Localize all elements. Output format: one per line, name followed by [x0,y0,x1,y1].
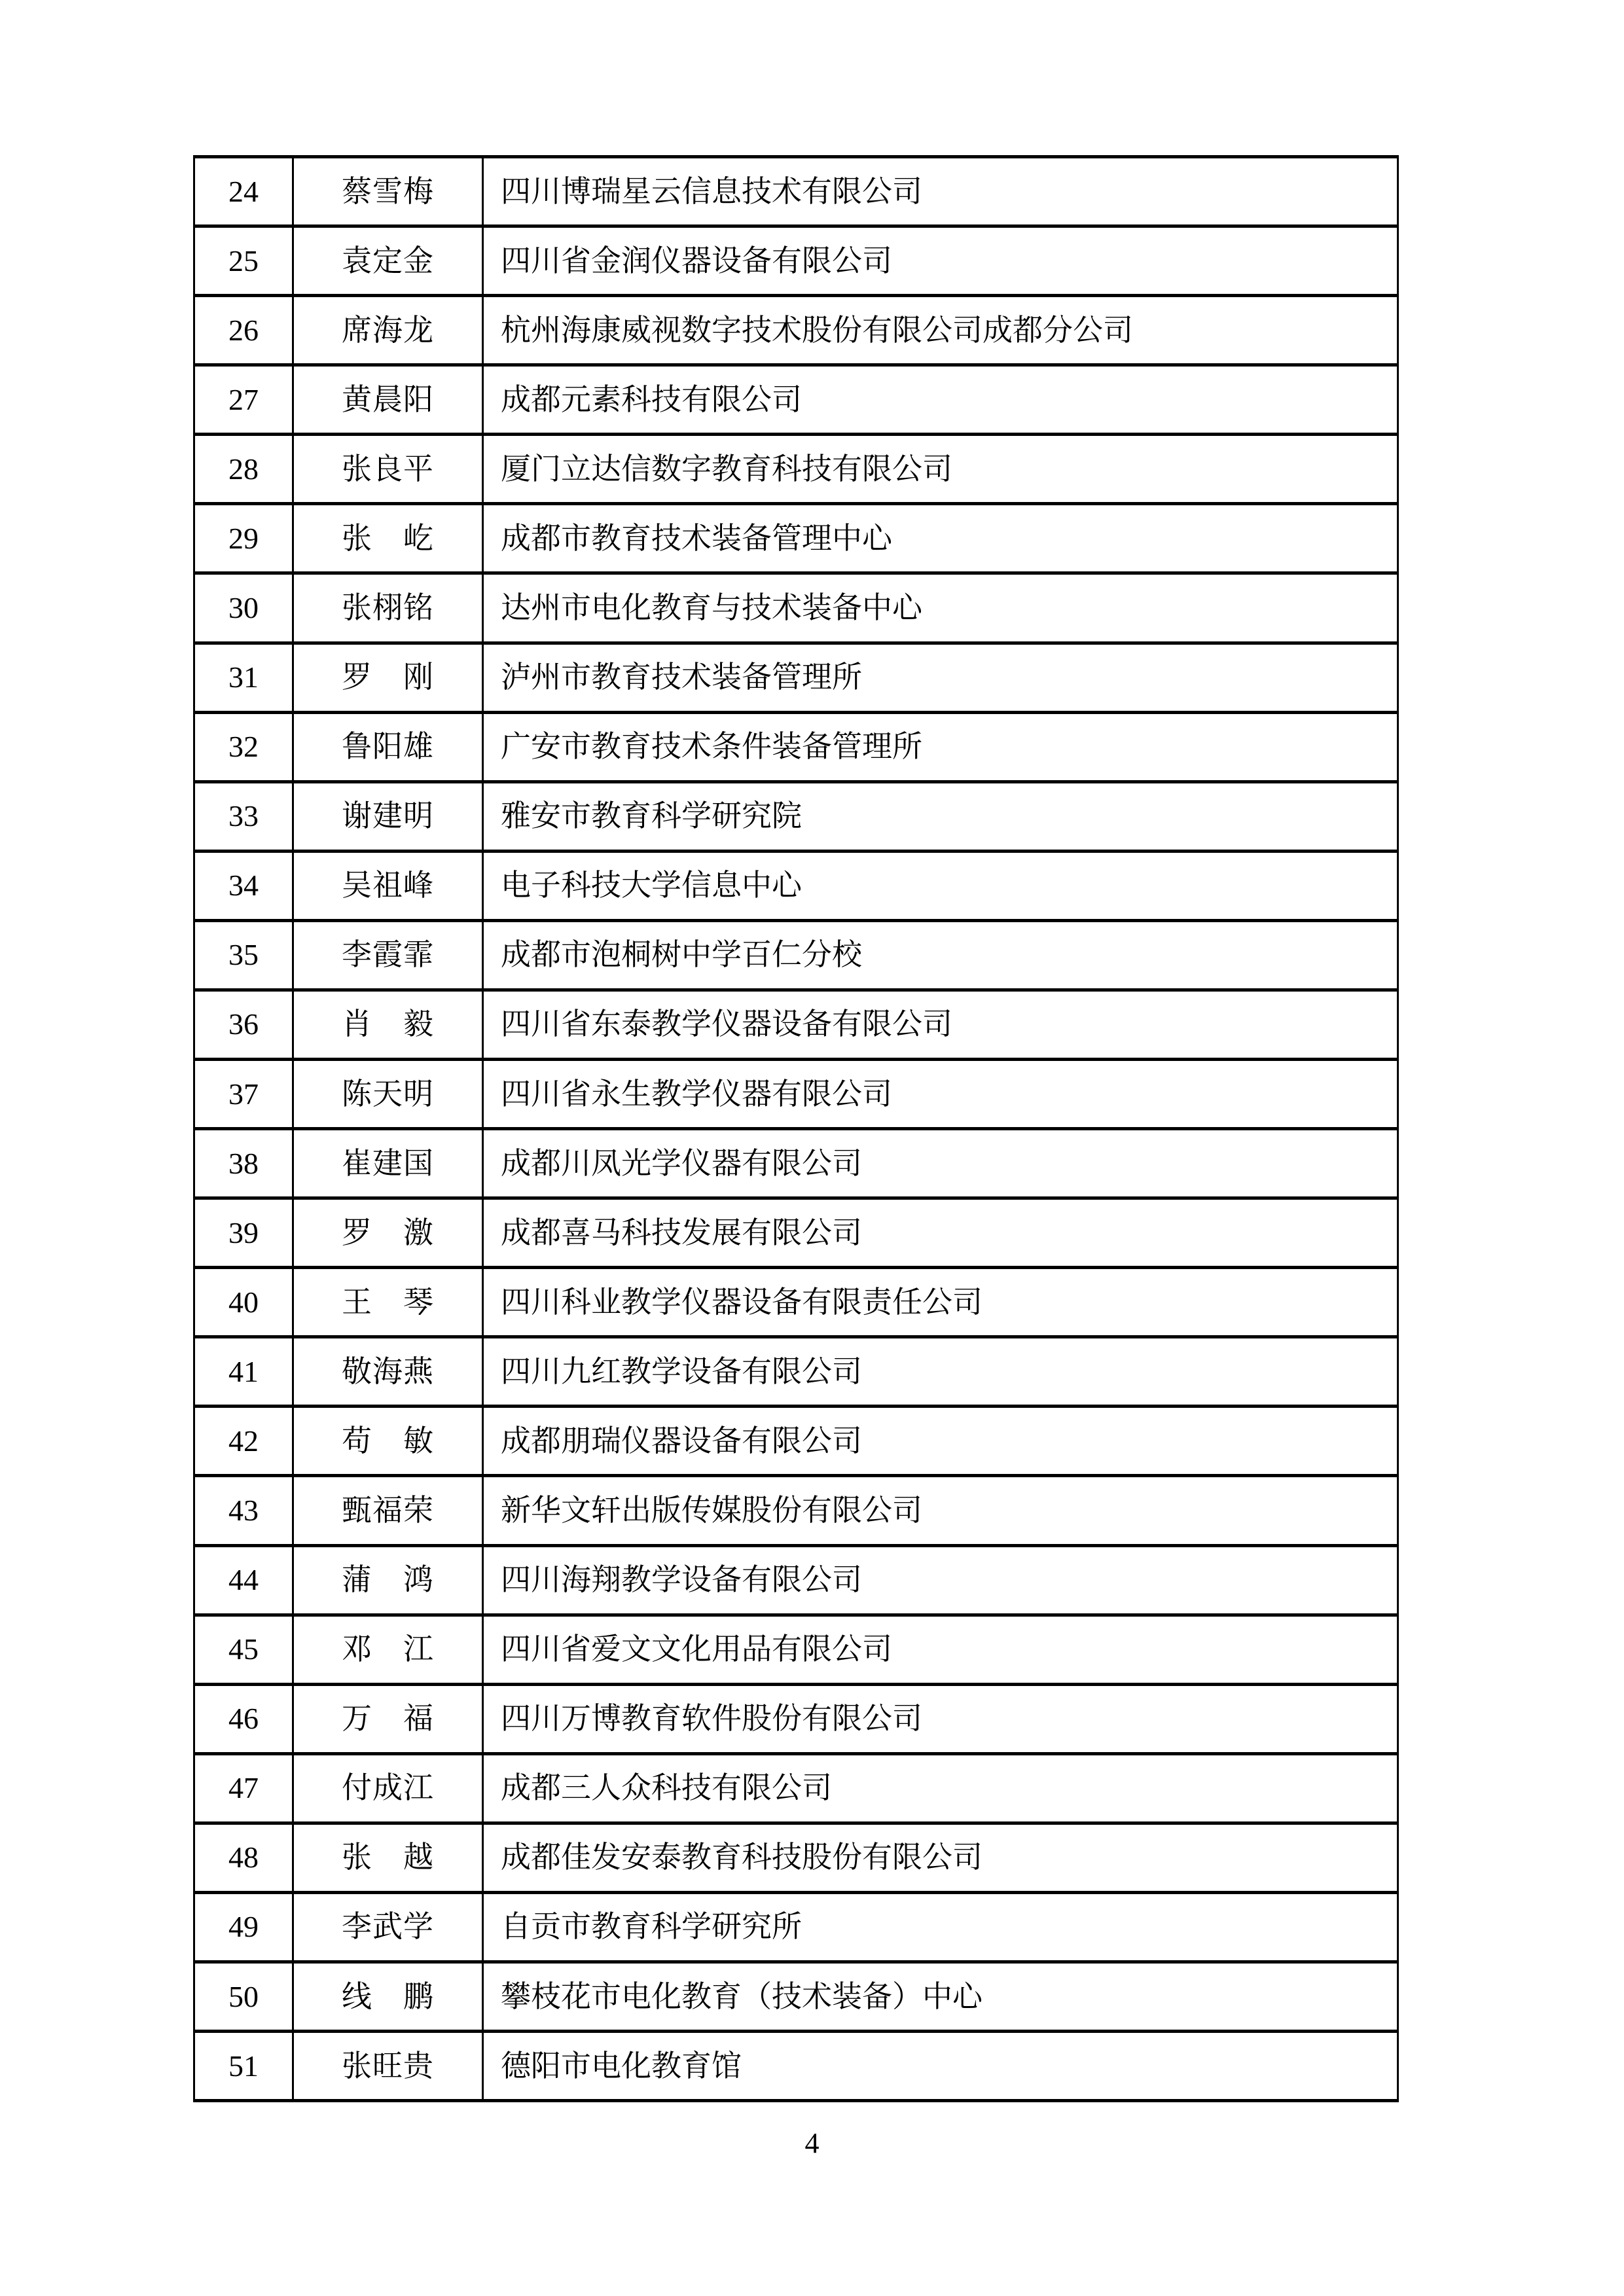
table-row [195,2033,1397,2099]
cell-name: 张良平 [294,436,484,502]
cell-organization: 达州市电化教育与技术装备中心 [501,591,922,624]
cell-number: 37 [195,1061,294,1127]
cell-organization: 四川省爱文文化用品有限公司 [501,1632,892,1666]
cell-name: 吴祖峰 [294,853,484,919]
cell-name: 万 福 [294,1686,484,1752]
cell-name: 线 鹏 [294,1964,484,2030]
cell-organization: 广安市教育技术条件装备管理所 [501,730,922,764]
cell-organization: 新华文轩出版传媒股份有限公司 [501,1494,922,1528]
cell-name: 甄福荣 [294,1477,484,1543]
cell-number: 32 [195,714,294,780]
cell-organization: 四川省东泰教学仪器设备有限公司 [501,1007,952,1041]
cell-name: 李霞霏 [294,922,484,988]
cell-name: 李武学 [294,1894,484,1960]
table-row [195,1755,1397,1825]
cell-organization: 四川九红教学设备有限公司 [501,1354,862,1388]
cell-number: 34 [195,853,294,919]
cell-name: 张旺贵 [294,2033,484,2099]
cell-name: 鲁阳雄 [294,714,484,780]
cell-organization: 成都元素科技有限公司 [501,382,802,416]
cell-organization: 自贡市教育科学研究所 [501,1910,802,1944]
table-row [195,1547,1397,1617]
cell-organization: 四川万博教育软件股份有限公司 [501,1702,922,1736]
table-row [195,1269,1397,1338]
cell-name: 邓 江 [294,1617,484,1683]
cell-name: 王 琴 [294,1269,484,1335]
cell-number: 45 [195,1617,294,1683]
cell-number: 29 [195,505,294,571]
cell-number: 44 [195,1547,294,1613]
cell-number: 48 [195,1825,294,1891]
cell-number: 40 [195,1269,294,1335]
cell-name: 罗 刚 [294,645,484,711]
cell-organization: 成都市泡桐树中学百仁分校 [501,938,862,972]
cell-number: 30 [195,575,294,641]
table-row [195,1686,1397,1755]
table-row [195,853,1397,922]
cell-number: 27 [195,367,294,433]
cell-organization: 杭州海康威视数字技术股份有限公司成都分公司 [501,313,1133,347]
cell-name: 席海龙 [294,297,484,363]
cell-name: 罗 激 [294,1200,484,1266]
table-row [195,1200,1397,1269]
cell-name: 敬海燕 [294,1338,484,1405]
cell-number: 28 [195,436,294,502]
table-row [195,714,1397,783]
cell-organization: 泸州市教育技术装备管理所 [501,660,862,694]
cell-organization: 四川科业教学仪器设备有限责任公司 [501,1285,983,1319]
cell-number: 38 [195,1130,294,1196]
cell-name: 蒲 鸿 [294,1547,484,1613]
cell-number: 46 [195,1686,294,1752]
table-row [195,436,1397,505]
cell-name: 张 屹 [294,505,484,571]
table-row [195,1408,1397,1477]
table-row [195,645,1397,714]
cell-number: 25 [195,228,294,294]
table-row [195,1825,1397,1894]
cell-name: 谢建明 [294,783,484,850]
cell-name: 崔建国 [294,1130,484,1196]
cell-number: 33 [195,783,294,850]
cell-number: 36 [195,992,294,1058]
cell-organization: 四川省金润仪器设备有限公司 [501,243,892,278]
cell-name: 肖 毅 [294,992,484,1058]
cell-number: 41 [195,1338,294,1405]
cell-organization: 四川博瑞星云信息技术有限公司 [501,174,922,208]
cell-name: 张 越 [294,1825,484,1891]
cell-number: 43 [195,1477,294,1543]
cell-organization: 成都佳发安泰教育科技股份有限公司 [501,1840,983,1874]
cell-name: 付成江 [294,1755,484,1821]
cell-number: 47 [195,1755,294,1821]
table-row [195,1894,1397,1964]
cell-number: 50 [195,1964,294,2030]
table-row [195,1964,1397,2033]
table-row [195,505,1397,575]
cell-organization: 成都川凤光学仪器有限公司 [501,1146,862,1180]
cell-number: 51 [195,2033,294,2099]
cell-number: 49 [195,1894,294,1960]
page-number: 4 [804,2127,820,2159]
cell-name: 陈天明 [294,1061,484,1127]
cell-name: 袁定金 [294,228,484,294]
table-row [195,1130,1397,1200]
cell-organization: 攀枝花市电化教育（技术装备）中心 [501,1979,983,2013]
table-row [195,922,1397,992]
cell-number: 24 [195,158,294,224]
table-row [195,297,1397,367]
cell-number: 26 [195,297,294,363]
table-row [195,992,1397,1061]
table-row [195,1617,1397,1686]
cell-name: 张栩铭 [294,575,484,641]
cell-organization: 电子科技大学信息中心 [501,869,802,903]
cell-organization: 德阳市电化教育馆 [501,2049,742,2083]
cell-organization: 成都喜马科技发展有限公司 [501,1215,862,1249]
cell-organization: 厦门立达信数字教育科技有限公司 [501,452,952,486]
cell-organization: 成都三人众科技有限公司 [501,1771,832,1805]
cell-organization: 雅安市教育科学研究院 [501,799,802,833]
cell-name: 苟 敏 [294,1408,484,1474]
table-row [195,158,1397,228]
table-row [195,367,1397,436]
cell-name: 黄晨阳 [294,367,484,433]
cell-number: 42 [195,1408,294,1474]
table-row [195,1338,1397,1408]
table-row [195,575,1397,644]
cell-organization: 成都朋瑞仪器设备有限公司 [501,1424,862,1458]
table-row [195,783,1397,853]
cell-organization: 四川省永生教学仪器有限公司 [501,1077,892,1111]
cell-name: 蔡雪梅 [294,158,484,224]
cell-number: 39 [195,1200,294,1266]
cell-number: 31 [195,645,294,711]
cell-organization: 四川海翔教学设备有限公司 [501,1563,862,1597]
cell-organization: 成都市教育技术装备管理中心 [501,521,892,555]
table-row [195,1061,1397,1130]
table-row [195,1477,1397,1547]
cell-number: 35 [195,922,294,988]
table-row [195,228,1397,297]
roster-table [193,155,1399,2102]
